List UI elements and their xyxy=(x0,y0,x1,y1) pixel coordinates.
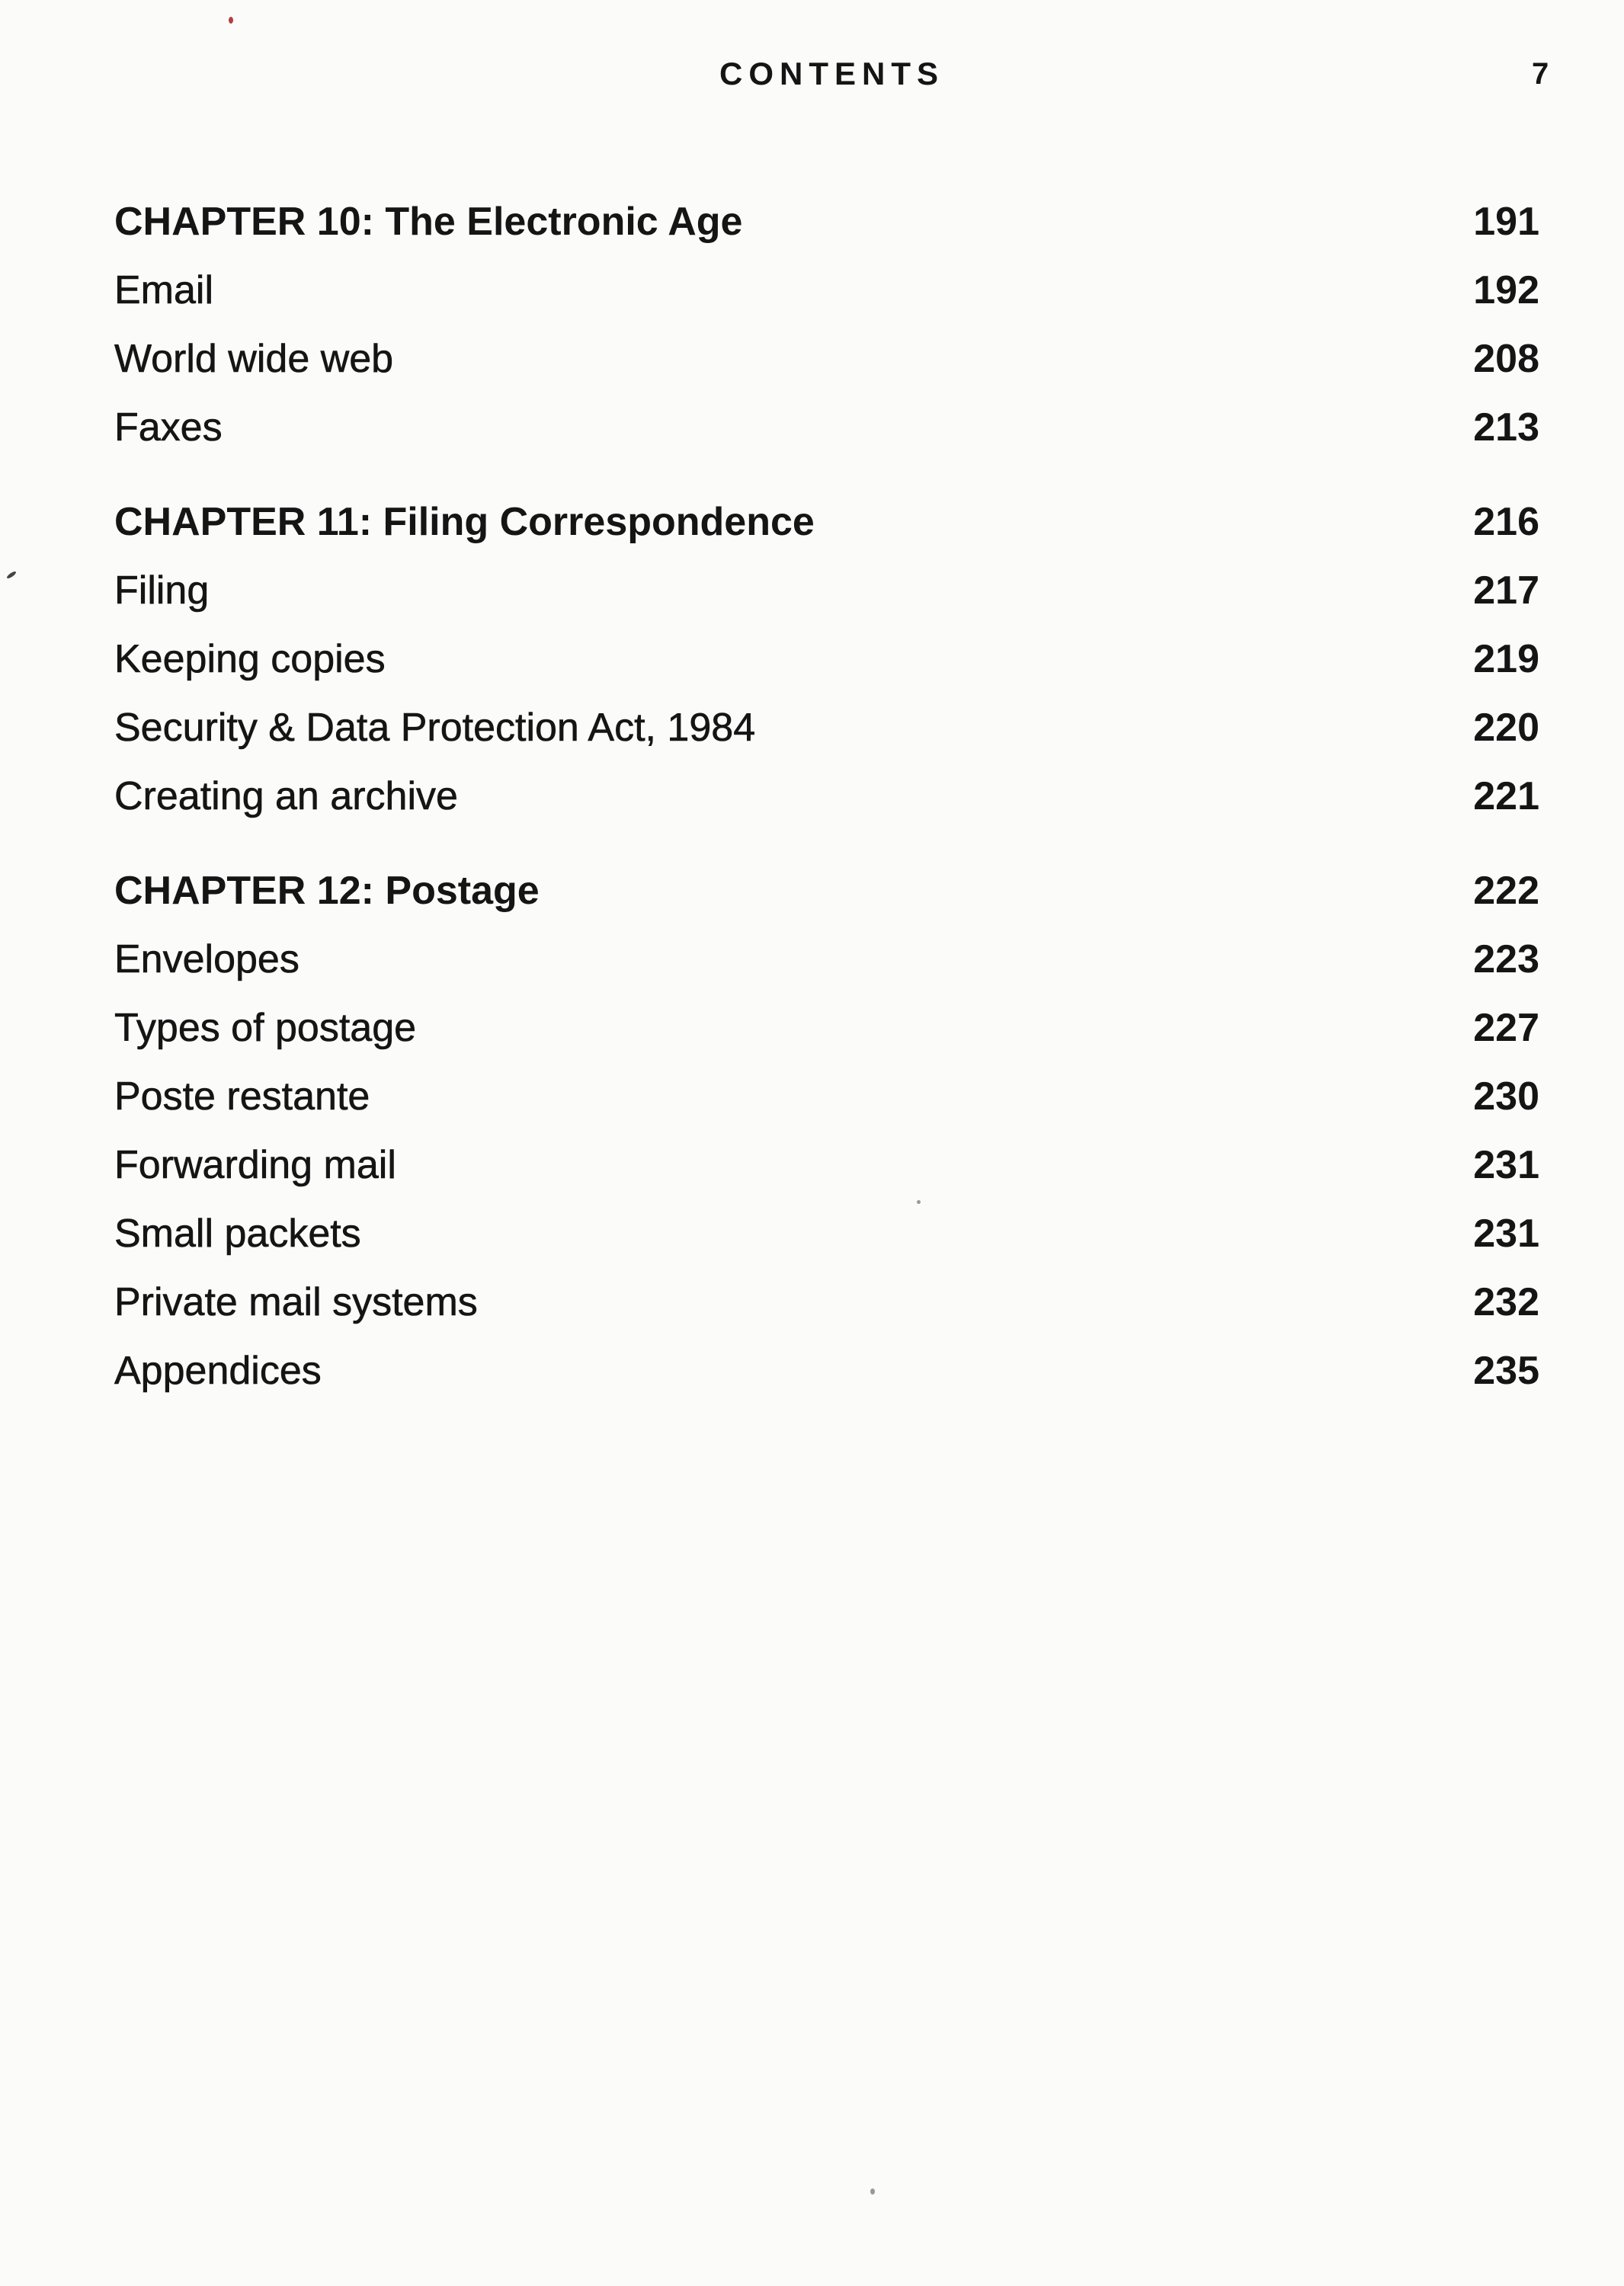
toc-entry xyxy=(114,325,1539,393)
section-title: Types of postage xyxy=(114,1006,417,1050)
chapter-12 xyxy=(114,856,1539,1405)
section-page: 235 xyxy=(1473,1349,1539,1393)
toc-entry xyxy=(114,1131,1539,1199)
page-number: 7 xyxy=(1532,57,1549,91)
running-title: CONTENTS xyxy=(719,56,944,91)
ink-speck xyxy=(6,570,17,579)
section-title: Faxes xyxy=(114,405,223,450)
section-page: 227 xyxy=(1473,1006,1539,1050)
toc-entry xyxy=(114,256,1539,325)
section-page: 208 xyxy=(1473,337,1539,381)
toc-entry xyxy=(114,556,1539,625)
toc-entry xyxy=(114,393,1539,462)
toc-entry xyxy=(114,994,1539,1062)
chapter-heading xyxy=(114,187,1539,256)
chapter-heading xyxy=(114,488,1539,556)
section-page: 231 xyxy=(1473,1143,1539,1187)
toc-entry xyxy=(114,693,1539,762)
section-title: Keeping copies xyxy=(114,637,386,681)
section-title: Small packets xyxy=(114,1212,361,1256)
chapter-11 xyxy=(114,488,1539,831)
chapter-page: 222 xyxy=(1473,869,1539,913)
section-title: Appendices xyxy=(114,1349,322,1393)
section-title: Envelopes xyxy=(114,937,299,981)
toc-entry xyxy=(114,1337,1539,1405)
section-page: 230 xyxy=(1473,1074,1539,1119)
section-title: Email xyxy=(114,268,214,312)
chapter-title: CHAPTER 10: The Electronic Age xyxy=(114,200,743,244)
toc-entry xyxy=(114,925,1539,994)
section-title: Filing xyxy=(114,568,210,613)
chapter-title: CHAPTER 12: Postage xyxy=(114,869,540,913)
section-page: 221 xyxy=(1473,774,1539,818)
section-title: Forwarding mail xyxy=(114,1143,396,1187)
section-page: 217 xyxy=(1473,568,1539,613)
chapter-page: 191 xyxy=(1473,200,1539,244)
section-title: Security & Data Protection Act, 1984 xyxy=(114,706,756,750)
ink-speck xyxy=(870,2188,875,2195)
toc-entry xyxy=(114,1199,1539,1268)
toc-entry xyxy=(114,762,1539,831)
section-page: 213 xyxy=(1473,405,1539,450)
section-title: Poste restante xyxy=(114,1074,370,1119)
section-title: Private mail systems xyxy=(114,1280,478,1324)
section-page: 223 xyxy=(1473,937,1539,981)
toc-entry xyxy=(114,625,1539,693)
section-page: 192 xyxy=(1473,268,1539,312)
section-page: 219 xyxy=(1473,637,1539,681)
running-head xyxy=(0,55,1624,93)
section-title: World wide web xyxy=(114,337,394,381)
section-page: 231 xyxy=(1473,1212,1539,1256)
chapter-heading xyxy=(114,856,1539,925)
chapter-title: CHAPTER 11: Filing Correspondence xyxy=(114,500,815,544)
chapter-10 xyxy=(114,187,1539,462)
chapter-page: 216 xyxy=(1473,500,1539,544)
toc-entry xyxy=(114,1268,1539,1337)
table-of-contents xyxy=(114,187,1539,1405)
ink-speck xyxy=(229,17,233,24)
section-page: 220 xyxy=(1473,706,1539,750)
section-page: 232 xyxy=(1473,1280,1539,1324)
section-title: Creating an archive xyxy=(114,774,458,818)
toc-entry xyxy=(114,1062,1539,1131)
